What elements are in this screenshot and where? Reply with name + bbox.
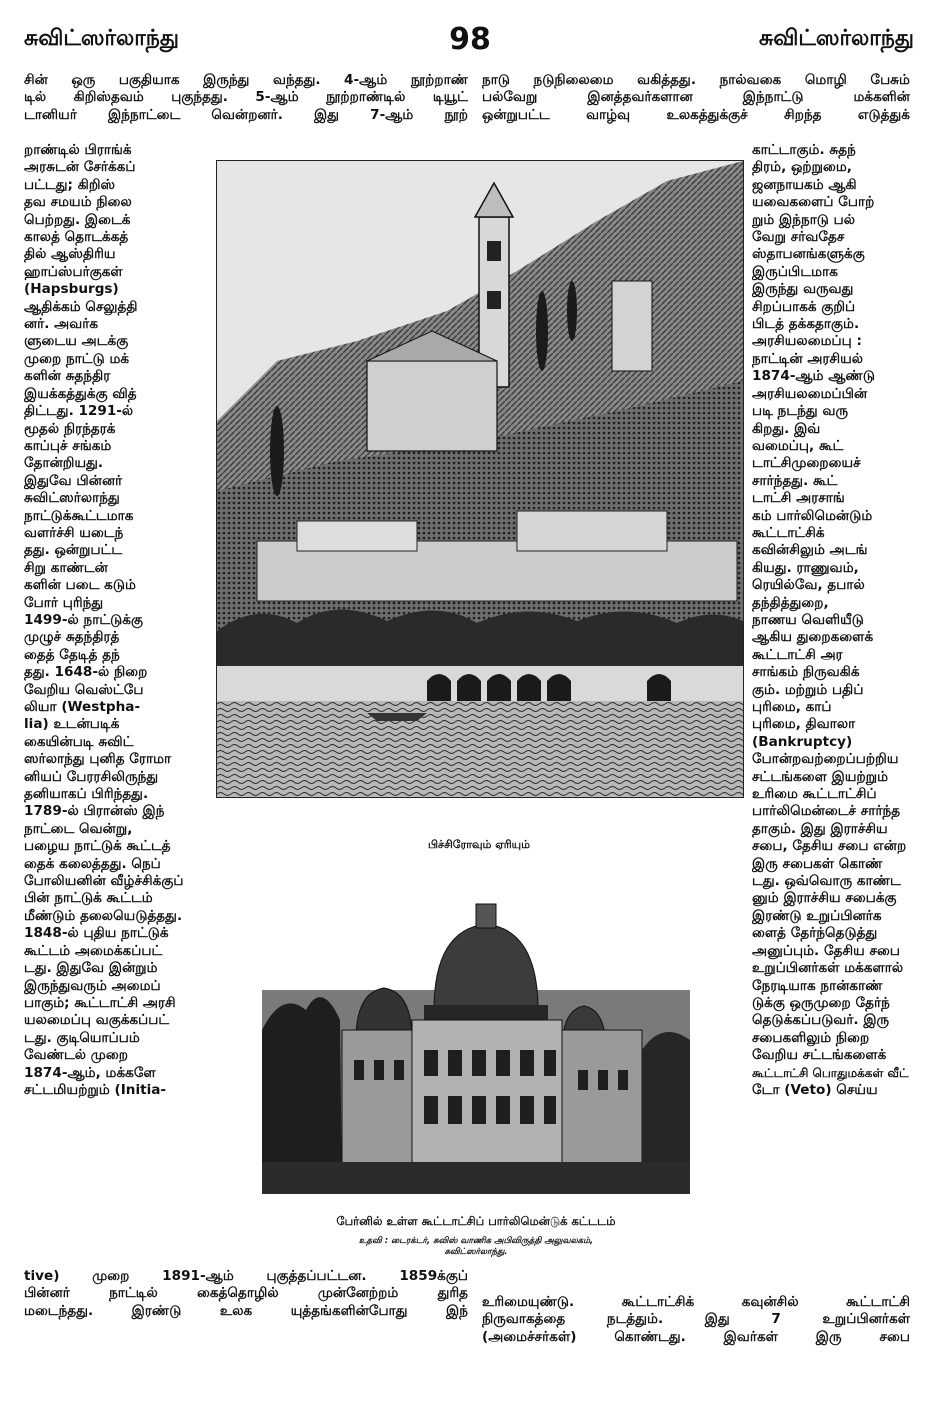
text-line: களின் சுதந்திர xyxy=(24,368,111,385)
text-line: வமைப்பு, கூட் xyxy=(752,437,844,454)
text-line: னும் இராச்சிய சபைக்கு xyxy=(752,890,897,907)
text-line: கூட்டாட்சிக் xyxy=(752,524,825,541)
text-line: இரு சபைகள் கொண் xyxy=(752,855,883,872)
text-line: அனுப்பும். தேசிய சபை xyxy=(752,942,900,959)
text-line: நாட்டுக்கூட்டமாக xyxy=(24,507,134,524)
text-line: திரம், ஒற்றுமை, xyxy=(752,159,852,176)
text-line: கியது. ராணுவம், xyxy=(752,559,859,576)
text-line: சபைகளிலும் நிறை xyxy=(752,1029,870,1046)
text-line: பின் நாட்டுக் கூட்டம் xyxy=(24,890,153,907)
text-line: (அமைச்சர்கள்) கொண்டது. இவர்கள் இரு சபை xyxy=(482,1328,910,1345)
text-line: பாகும்; கூட்டாட்சி அரசி xyxy=(24,994,176,1011)
left-column-top xyxy=(24,72,468,124)
text-line: களின் படை கடும் xyxy=(24,577,136,594)
text-line: ஆகிய துறைகளைக் xyxy=(752,629,874,646)
right-column-bottom xyxy=(482,1294,910,1346)
text-line: டது. இதுவே இன்றும் xyxy=(24,960,158,977)
text-line: tive) முறை 1891-ஆம் புகுத்தப்பட்டன. 1859க்குப் xyxy=(24,1268,468,1284)
page-number: 98 xyxy=(449,22,491,57)
running-header-right: சுவிட்ஸர்லாந்து xyxy=(759,26,914,51)
text-line: இதுவே பின்னர் xyxy=(24,472,123,489)
text-line: நாட்டை வென்று, xyxy=(24,820,133,837)
text-line: திட்டது. 1291-ல் xyxy=(24,403,134,420)
running-header-left: சுவிட்ஸர்லாந்து xyxy=(24,26,179,51)
text-line: வேண்டல் முறை xyxy=(24,1047,129,1064)
text-line: lia) உடன்படிக் xyxy=(24,716,120,733)
text-line: னியப் பேரரசிலிருந்து xyxy=(24,768,159,785)
text-line: இரண்டு உறுப்பினர்க xyxy=(752,907,882,924)
text-line: நாட்டின் அரசியல் xyxy=(752,350,864,367)
text-line: ஜனநாயகம் ஆகி xyxy=(752,176,857,193)
text-line: புரிமை, காப் xyxy=(752,699,832,715)
text-line: சட்டங்களை இயற்றும் xyxy=(752,768,889,785)
text-line: கூட்டம் அமைக்கப்பட் xyxy=(24,942,163,959)
text-line: டோ (Veto) செய்ய xyxy=(752,1081,878,1098)
text-line: முறை நாட்டு மக் xyxy=(24,350,130,367)
text-line: நிருவாகத்தை நடத்தும். இது 7 உறுப்பினர்கள் xyxy=(482,1311,910,1328)
text-line: 1874-ஆம், மக்களே xyxy=(24,1064,156,1081)
text-line: இருந்துவரும் அமைப் xyxy=(24,977,161,994)
text-line: தது. ஒன்றுபட்ட xyxy=(24,542,123,559)
left-column-narrow xyxy=(24,142,212,1099)
text-line: பட்டது; கிறிஸ் xyxy=(24,176,116,193)
text-line: இயக்கத்துக்கு வித் xyxy=(24,385,137,402)
text-line: ரெயில்வே, தபால் xyxy=(752,577,865,594)
text-line: வேறு சர்வதேச xyxy=(752,229,845,246)
text-line: சின் ஒரு பகுதியாக இருந்து வந்தது. 4-ஆம் நூற்றாண் xyxy=(24,72,468,88)
text-line: இருந்து வருவது xyxy=(752,281,854,298)
text-line: மடைந்தது. இரண்டு உலக யுத்தங்களின்போது இந் xyxy=(24,1302,468,1319)
text-line: டுக்கு ஒருமுறை தேர்ந் xyxy=(752,994,890,1011)
text-line: டது. ஒவ்வொரு காண்ட xyxy=(752,873,901,890)
text-line: சுவிட்ஸர்லாந்து xyxy=(24,490,120,507)
text-line: கூட்டாட்சி பொதுமக்கள் வீட் xyxy=(752,1065,909,1080)
text-line: 1789-ல் பிரான்ஸ் இந் xyxy=(24,803,165,820)
text-line: டது. குடியொப்பம் xyxy=(24,1029,140,1046)
text-line: ளுடைய அடக்கு xyxy=(24,333,129,350)
text-line: (Hapsburgs) xyxy=(24,281,119,298)
text-line: போலியனின் வீழ்ச்சிக்குப் xyxy=(24,873,184,890)
text-line: ஸர்லாந்து புனித ரோமா xyxy=(24,751,172,768)
text-line: கவின்சிலும் அடங் xyxy=(752,542,868,559)
right-column-narrow xyxy=(752,142,910,1099)
text-line: றாண்டில் பிராங்க் xyxy=(24,142,132,158)
text-line: இருப்பிடமாக xyxy=(752,263,838,280)
text-line: பார்லிமென்டைச் சார்ந்த xyxy=(752,803,901,820)
text-line: காப்புச் சங்கம் xyxy=(24,437,112,454)
text-line: 1848-ல் புதிய நாட்டுக் xyxy=(24,925,169,942)
text-line: சிறப்பாகக் குறிப் xyxy=(752,298,856,315)
figure-1-caption: பிச்சிரோவும் ஏரியும் xyxy=(428,838,530,851)
text-line: போன்றவற்றைப்பற்றிய xyxy=(752,751,899,768)
figure-2-credit-line-2: சுவிட்ஸர்லாந்து. xyxy=(444,1247,508,1257)
parliament-building-photo xyxy=(262,900,690,1194)
text-line: முழுச் சுதந்திரத் xyxy=(24,629,120,646)
text-line: அரசுடன் சேர்க்கப் xyxy=(24,159,136,176)
text-line: தனியாகப் பிரிந்தது. xyxy=(24,786,149,803)
text-line: தது. 1648-ல் நிறை xyxy=(24,664,148,681)
text-line: சார்ந்தது. கூட் xyxy=(752,472,838,489)
text-line: நேரடியாக நான்காண் xyxy=(752,977,883,994)
text-line: உரிமை கூட்டாட்சிப் xyxy=(752,786,877,803)
text-line: சட்டமியற்றும் (Initia- xyxy=(24,1081,167,1098)
text-line: 1874-ஆம் ஆண்டு xyxy=(752,368,875,385)
text-line: டாட்சி அரசாங் xyxy=(752,490,845,507)
text-line: நாடு நடுநிலைமை வகித்தது. நால்வகை மொழி பேசும் xyxy=(482,72,910,88)
text-line: தவ சமயம் நிலை xyxy=(24,194,132,211)
text-line: டில் கிறிஸ்தவம் புகுந்தது. 5-ஆம் நூற்றாண்டில் டியூட் xyxy=(24,89,468,106)
text-line: பழைய நாட்டுக் கூட்டத் xyxy=(24,838,171,855)
text-line: தோன்றியது. xyxy=(24,455,104,472)
text-line: தந்தித்துறை, xyxy=(752,594,829,611)
text-line: யவைகளைப் போற் xyxy=(752,194,875,211)
text-line: மூதல் நிரந்தரக் xyxy=(24,420,116,437)
text-line: சபை, தேசிய சபை என்ற xyxy=(752,838,907,855)
text-line: புரிமை, திவாலா xyxy=(752,716,856,733)
text-line: லியா (Westpha- xyxy=(24,699,141,715)
text-line: பெற்றது. இடைக் xyxy=(24,211,131,228)
text-line: காலத் தொடக்கத் xyxy=(24,229,129,246)
text-line: கும். மற்றும் பதிப் xyxy=(752,681,864,698)
text-line: பல்வேறு இனத்தவர்களான இந்நாட்டு மக்களின் xyxy=(482,89,910,106)
text-line: கையின்படி சுவிட் xyxy=(24,733,134,750)
text-line: 1499-ல் நாட்டுக்கு xyxy=(24,611,143,628)
text-line: தைத் தேடித் தந் xyxy=(24,646,120,663)
text-line: சாங்கம் நிருவகிக் xyxy=(752,664,860,681)
text-line: நாணய வெளியீடு xyxy=(752,611,864,628)
text-line: யலமைப்பு வகுக்கப்பட் xyxy=(24,1012,170,1029)
text-line: கிறது. இவ் xyxy=(752,420,821,437)
text-line: னர். அவர்க xyxy=(24,316,99,333)
text-line: படி நடந்து வரு xyxy=(752,403,849,420)
text-line: ஸ்தாபனங்களுக்கு xyxy=(752,246,865,263)
text-line: டாட்சிமுறையைச் xyxy=(752,455,861,472)
text-line: தெடுக்கப்படுவர். இரு xyxy=(752,1012,890,1029)
left-column-bottom xyxy=(24,1268,468,1320)
text-line: தைக் கலைத்தது. நெப் xyxy=(24,855,161,872)
text-line: சிறு காண்டன் xyxy=(24,559,108,576)
text-line: அரசியலமைப்பு : xyxy=(752,333,862,350)
text-line: வளர்ச்சி யடைந் xyxy=(24,524,124,541)
text-line: மீண்டும் தலையெடுத்தது. xyxy=(24,907,183,924)
text-line: ஹாப்ஸ்பர்குகள் xyxy=(24,263,123,280)
text-line: றும் இந்நாடு பல் xyxy=(752,211,856,228)
text-line: உறுப்பினர்கள் மக்களால் xyxy=(752,960,904,977)
right-column-top xyxy=(482,72,910,124)
lakeside-town-photo xyxy=(216,160,744,798)
parliament-building-illustration xyxy=(262,900,690,1194)
text-line: தாகும். இது இராச்சிய xyxy=(752,820,888,837)
text-line: ஆதிக்கம் செலுத்தி xyxy=(24,298,138,315)
text-line: ளைத் தேர்ந்தெடுத்து xyxy=(752,925,878,942)
text-line: அரசியலமைப்பின் xyxy=(752,385,868,402)
text-line: பிடத் தக்கதாகும். xyxy=(752,316,860,333)
text-line: போர் புரிந்து xyxy=(24,594,104,611)
text-line: உரிமையுண்டு. கூட்டாட்சிக் கவுன்சில் கூட்டாட்சி xyxy=(482,1294,910,1310)
text-line: பின்னர் நாட்டில் கைத்தொழில் முன்னேற்றம் துரித xyxy=(24,1285,468,1302)
text-line: கம் பார்லிமென்டும் xyxy=(752,507,873,524)
lakeside-town-illustration xyxy=(217,161,743,797)
text-line: வேறிய வெஸ்ட்பே xyxy=(24,681,144,698)
text-line: காட்டாகும். சுதந் xyxy=(752,142,856,158)
text-line: தில் ஆஸ்திரிய xyxy=(24,246,116,263)
figure-2-caption: பேர்னில் உள்ள கூட்டாட்சிப் பார்லிமென்டுக் கட்டடம் xyxy=(336,1214,616,1228)
figure-2-credit xyxy=(248,1236,704,1258)
text-line: (Bankruptcy) xyxy=(752,733,853,750)
text-line: ஒன்றுபட்ட வாழ்வு உலகத்துக்குச் சிறந்த எடுத்துக் xyxy=(482,106,910,123)
text-line: டானியர் இந்நாட்டை வென்றனர். இது 7-ஆம் நூற் xyxy=(24,106,468,123)
text-line: வேறிய சட்டங்களைக் xyxy=(752,1047,887,1064)
text-line: கூட்டாட்சி அர xyxy=(752,646,843,663)
figure-2-credit-line-1: உதவி : டைரக்டர், சுவிஸ் வாணிக அபிவிருத்தி அலுவலகம், xyxy=(358,1236,594,1246)
